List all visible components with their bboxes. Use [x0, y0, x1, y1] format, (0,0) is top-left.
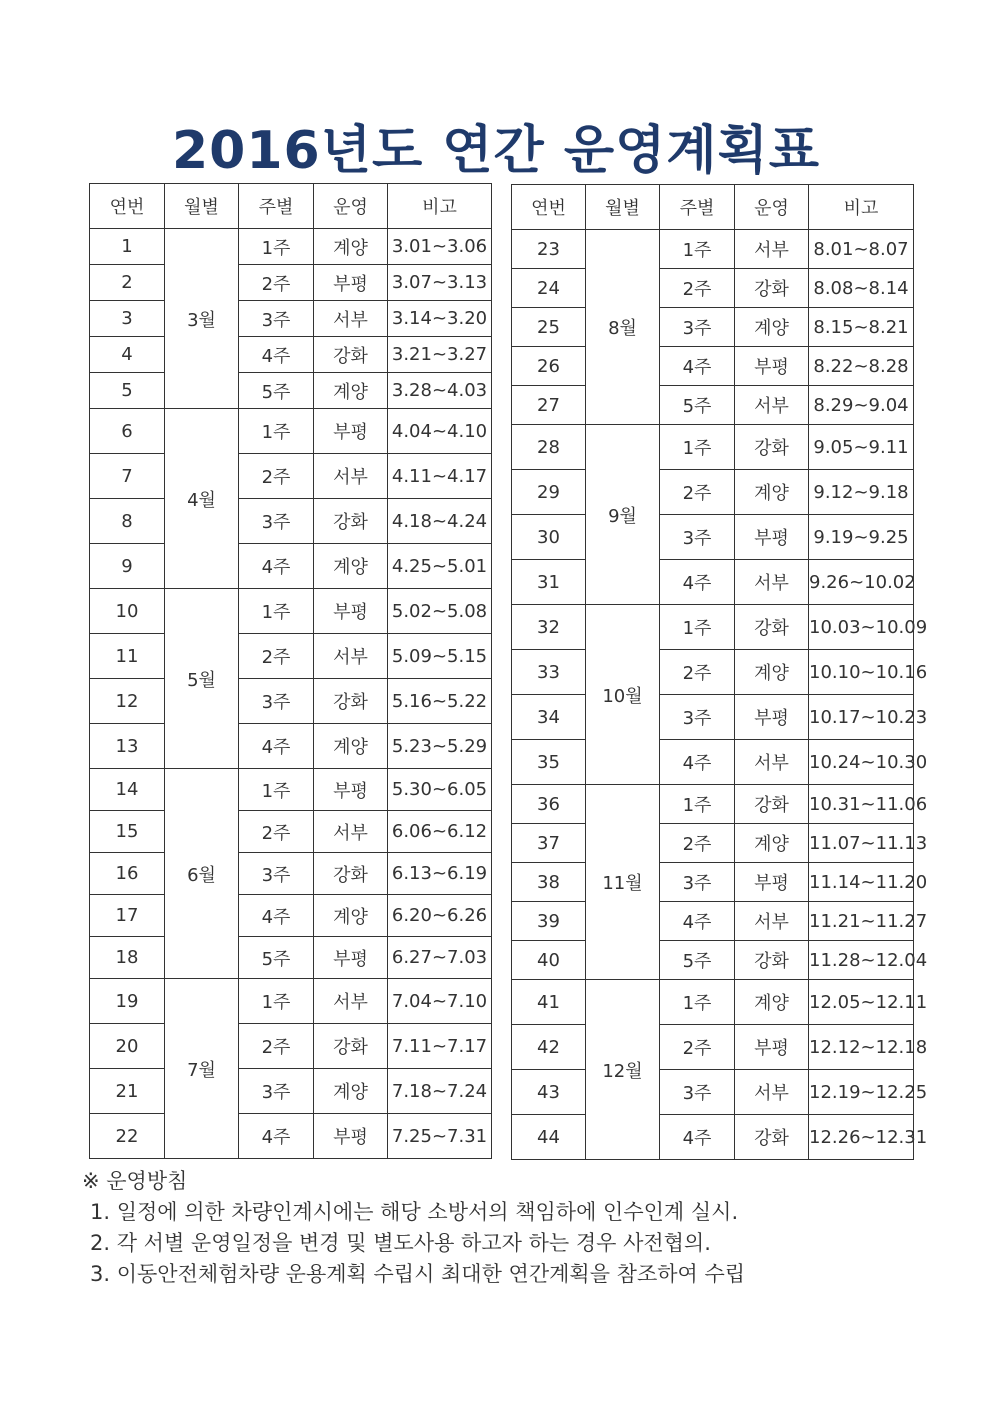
remark-cell: 10.03~10.09 — [809, 605, 914, 650]
remark-cell: 12.12~12.18 — [809, 1025, 914, 1070]
week-cell: 5주 — [660, 941, 735, 980]
row-number: 21 — [90, 1069, 165, 1114]
week-cell: 1주 — [660, 230, 735, 269]
operation-cell: 강화 — [735, 269, 809, 308]
row-number: 35 — [512, 740, 586, 785]
table-row — [512, 650, 914, 695]
row-number: 17 — [90, 895, 165, 937]
row-number: 44 — [512, 1115, 586, 1160]
row-number: 34 — [512, 695, 586, 740]
row-number: 31 — [512, 560, 586, 605]
remark-cell: 7.11~7.17 — [388, 1024, 492, 1069]
remark-cell: 5.09~5.15 — [388, 634, 492, 679]
table-row — [512, 824, 914, 863]
remark-cell: 3.07~3.13 — [388, 265, 492, 301]
table-row — [90, 634, 492, 679]
week-cell: 3주 — [239, 1069, 314, 1114]
header-no: 연번 — [90, 184, 165, 229]
row-number: 7 — [90, 454, 165, 499]
operation-cell: 강화 — [735, 1115, 809, 1160]
operation-cell: 서부 — [735, 902, 809, 941]
week-cell: 3주 — [239, 853, 314, 895]
remark-cell: 8.08~8.14 — [809, 269, 914, 308]
month-cell: 7월 — [165, 979, 239, 1159]
row-number: 43 — [512, 1070, 586, 1115]
row-number: 23 — [512, 230, 586, 269]
week-cell: 3주 — [660, 308, 735, 347]
row-number: 33 — [512, 650, 586, 695]
table-row — [512, 863, 914, 902]
table-row — [512, 785, 914, 824]
remark-cell: 12.26~12.31 — [809, 1115, 914, 1160]
table-row — [90, 337, 492, 373]
week-cell: 2주 — [239, 265, 314, 301]
remark-cell: 3.14~3.20 — [388, 301, 492, 337]
table-row — [512, 560, 914, 605]
row-number: 13 — [90, 724, 165, 769]
operation-cell: 부평 — [314, 265, 388, 301]
operation-cell: 부평 — [314, 409, 388, 454]
row-number: 28 — [512, 425, 586, 470]
table-row — [90, 679, 492, 724]
week-cell: 5주 — [660, 386, 735, 425]
operation-cell: 강화 — [314, 1024, 388, 1069]
operating-policy — [82, 1166, 745, 1290]
header-remark: 비고 — [388, 184, 492, 229]
week-cell: 4주 — [239, 895, 314, 937]
table-row — [90, 724, 492, 769]
operation-cell: 서부 — [314, 979, 388, 1024]
row-number: 37 — [512, 824, 586, 863]
operation-cell: 서부 — [735, 740, 809, 785]
row-number: 29 — [512, 470, 586, 515]
remark-cell: 10.24~10.30 — [809, 740, 914, 785]
week-cell: 1주 — [239, 979, 314, 1024]
table-row — [90, 454, 492, 499]
remark-cell: 12.05~12.11 — [809, 980, 914, 1025]
header-week: 주별 — [660, 185, 735, 230]
table-row — [512, 230, 914, 269]
operation-cell: 계양 — [735, 470, 809, 515]
header-row — [512, 185, 914, 230]
operation-cell: 서부 — [314, 301, 388, 337]
row-number: 22 — [90, 1114, 165, 1159]
month-cell: 8월 — [586, 230, 660, 425]
month-cell: 11월 — [586, 785, 660, 980]
operation-cell: 부평 — [735, 515, 809, 560]
schedule-table-right — [511, 184, 928, 1160]
operation-cell: 서부 — [314, 811, 388, 853]
operation-cell: 부평 — [735, 1025, 809, 1070]
week-cell: 4주 — [239, 1114, 314, 1159]
table-row — [90, 229, 492, 265]
header-no: 연번 — [512, 185, 586, 230]
remark-cell: 9.19~9.25 — [809, 515, 914, 560]
operation-cell: 서부 — [735, 386, 809, 425]
week-cell: 4주 — [660, 1115, 735, 1160]
table-row — [512, 425, 914, 470]
week-cell: 4주 — [239, 337, 314, 373]
remark-cell: 5.16~5.22 — [388, 679, 492, 724]
notes-item: 1. 일정에 의한 차량인계시에는 해당 소방서의 책임하에 인수인계 실시. — [90, 1200, 739, 1224]
operation-cell: 계양 — [735, 650, 809, 695]
remark-cell: 11.21~11.27 — [809, 902, 914, 941]
week-cell: 1주 — [239, 409, 314, 454]
operation-cell: 부평 — [314, 937, 388, 979]
row-number: 41 — [512, 980, 586, 1025]
row-number: 40 — [512, 941, 586, 980]
table-row — [90, 301, 492, 337]
week-cell: 4주 — [660, 560, 735, 605]
week-cell: 5주 — [239, 373, 314, 409]
row-number: 5 — [90, 373, 165, 409]
table-row — [90, 937, 492, 979]
month-cell: 6월 — [165, 769, 239, 979]
remark-cell: 6.06~6.12 — [388, 811, 492, 853]
row-number: 18 — [90, 937, 165, 979]
row-number: 16 — [90, 853, 165, 895]
remark-cell: 7.18~7.24 — [388, 1069, 492, 1114]
week-cell: 2주 — [239, 1024, 314, 1069]
row-number: 2 — [90, 265, 165, 301]
table-row — [512, 386, 914, 425]
remark-cell: 4.25~5.01 — [388, 544, 492, 589]
header-row — [90, 184, 492, 229]
table-row — [90, 811, 492, 853]
week-cell: 2주 — [239, 634, 314, 679]
row-number: 4 — [90, 337, 165, 373]
remark-cell: 5.23~5.29 — [388, 724, 492, 769]
table-row — [512, 515, 914, 560]
week-cell: 1주 — [239, 229, 314, 265]
week-cell: 2주 — [660, 1025, 735, 1070]
row-number: 15 — [90, 811, 165, 853]
week-cell: 2주 — [660, 470, 735, 515]
operation-cell: 계양 — [735, 824, 809, 863]
remark-cell: 9.12~9.18 — [809, 470, 914, 515]
row-number: 8 — [90, 499, 165, 544]
month-cell: 12월 — [586, 980, 660, 1160]
notes-item: 3. 이동안전체험차량 운용계획 수립시 최대한 연간계획을 참조하여 수립 — [90, 1262, 746, 1286]
table-row — [512, 605, 914, 650]
week-cell: 1주 — [660, 980, 735, 1025]
remark-cell: 5.02~5.08 — [388, 589, 492, 634]
row-number: 10 — [90, 589, 165, 634]
week-cell: 3주 — [239, 301, 314, 337]
row-number: 19 — [90, 979, 165, 1024]
notes-heading: ※ 운영방침 — [82, 1169, 188, 1193]
table-row — [90, 895, 492, 937]
week-cell: 4주 — [660, 740, 735, 785]
remark-cell: 4.11~4.17 — [388, 454, 492, 499]
row-number: 24 — [512, 269, 586, 308]
week-cell: 3주 — [660, 695, 735, 740]
remark-cell: 11.28~12.04 — [809, 941, 914, 980]
table-row — [90, 853, 492, 895]
month-cell: 10월 — [586, 605, 660, 785]
table-row — [90, 373, 492, 409]
table-row — [512, 347, 914, 386]
remark-cell: 3.01~3.06 — [388, 229, 492, 265]
row-number: 42 — [512, 1025, 586, 1070]
week-cell: 3주 — [239, 499, 314, 544]
header-week: 주별 — [239, 184, 314, 229]
remark-cell: 8.01~8.07 — [809, 230, 914, 269]
operation-cell: 계양 — [314, 373, 388, 409]
operation-cell: 부평 — [735, 863, 809, 902]
operation-cell: 강화 — [314, 853, 388, 895]
table-row — [512, 1070, 914, 1115]
operation-cell: 계양 — [314, 1069, 388, 1114]
operation-cell: 서부 — [314, 634, 388, 679]
row-number: 3 — [90, 301, 165, 337]
remark-cell: 8.29~9.04 — [809, 386, 914, 425]
week-cell: 1주 — [660, 785, 735, 824]
remark-cell: 4.04~4.10 — [388, 409, 492, 454]
schedule-table-left — [89, 183, 492, 1159]
remark-cell: 8.22~8.28 — [809, 347, 914, 386]
row-number: 9 — [90, 544, 165, 589]
operation-cell: 부평 — [735, 695, 809, 740]
remark-cell: 10.31~11.06 — [809, 785, 914, 824]
month-cell: 4월 — [165, 409, 239, 589]
operation-cell: 서부 — [314, 454, 388, 499]
table-row — [512, 470, 914, 515]
week-cell: 2주 — [239, 811, 314, 853]
operation-cell: 강화 — [314, 337, 388, 373]
remark-cell: 6.13~6.19 — [388, 853, 492, 895]
month-cell: 3월 — [165, 229, 239, 409]
table-row — [90, 769, 492, 811]
operation-cell: 부평 — [314, 1114, 388, 1159]
operation-cell: 부평 — [314, 589, 388, 634]
row-number: 38 — [512, 863, 586, 902]
operation-cell: 계양 — [735, 308, 809, 347]
remark-cell: 10.10~10.16 — [809, 650, 914, 695]
row-number: 26 — [512, 347, 586, 386]
operation-cell: 강화 — [314, 499, 388, 544]
operation-cell: 계양 — [314, 229, 388, 265]
remark-cell: 4.18~4.24 — [388, 499, 492, 544]
week-cell: 2주 — [660, 824, 735, 863]
row-number: 25 — [512, 308, 586, 347]
row-number: 14 — [90, 769, 165, 811]
remark-cell: 8.15~8.21 — [809, 308, 914, 347]
remark-cell: 9.26~10.02 — [809, 560, 914, 605]
operation-cell: 강화 — [735, 785, 809, 824]
table-row — [512, 980, 914, 1025]
table-row — [512, 941, 914, 980]
table-row — [512, 1025, 914, 1070]
week-cell: 1주 — [660, 605, 735, 650]
remark-cell: 3.28~4.03 — [388, 373, 492, 409]
remark-cell: 11.14~11.20 — [809, 863, 914, 902]
remark-cell: 11.07~11.13 — [809, 824, 914, 863]
row-number: 12 — [90, 679, 165, 724]
remark-cell: 6.20~6.26 — [388, 895, 492, 937]
week-cell: 1주 — [660, 425, 735, 470]
operation-cell: 부평 — [314, 769, 388, 811]
header-month: 월별 — [586, 185, 660, 230]
remark-cell: 9.05~9.11 — [809, 425, 914, 470]
row-number: 36 — [512, 785, 586, 824]
table-row — [512, 740, 914, 785]
table-row — [90, 265, 492, 301]
table-row — [512, 269, 914, 308]
week-cell: 4주 — [660, 902, 735, 941]
table-row — [90, 1069, 492, 1114]
week-cell: 4주 — [660, 347, 735, 386]
remark-cell: 6.27~7.03 — [388, 937, 492, 979]
remark-cell: 3.21~3.27 — [388, 337, 492, 373]
table-row — [90, 1114, 492, 1159]
row-number: 30 — [512, 515, 586, 560]
operation-cell: 계양 — [314, 895, 388, 937]
week-cell: 3주 — [660, 1070, 735, 1115]
page-title: 2016년도 연간 운영계획표 — [171, 121, 821, 181]
operation-cell: 강화 — [314, 679, 388, 724]
table-row — [90, 409, 492, 454]
row-number: 6 — [90, 409, 165, 454]
week-cell: 3주 — [239, 679, 314, 724]
table-row — [90, 589, 492, 634]
operation-cell: 서부 — [735, 560, 809, 605]
week-cell: 5주 — [239, 937, 314, 979]
header-operation: 운영 — [314, 184, 388, 229]
row-number: 11 — [90, 634, 165, 679]
row-number: 1 — [90, 229, 165, 265]
remark-cell: 5.30~6.05 — [388, 769, 492, 811]
notes-item: 2. 각 서별 운영일정을 변경 및 별도사용 하고자 하는 경우 사전협의. — [90, 1231, 711, 1255]
month-cell: 9월 — [586, 425, 660, 605]
operation-cell: 계양 — [735, 980, 809, 1025]
row-number: 32 — [512, 605, 586, 650]
table-row — [90, 979, 492, 1024]
table-row — [512, 902, 914, 941]
table-row — [90, 544, 492, 589]
row-number: 27 — [512, 386, 586, 425]
month-cell: 5월 — [165, 589, 239, 769]
remark-cell: 12.19~12.25 — [809, 1070, 914, 1115]
operation-cell: 계양 — [314, 544, 388, 589]
week-cell: 1주 — [239, 769, 314, 811]
week-cell: 1주 — [239, 589, 314, 634]
week-cell: 3주 — [660, 515, 735, 560]
operation-cell: 서부 — [735, 230, 809, 269]
operation-cell: 계양 — [314, 724, 388, 769]
week-cell: 2주 — [660, 269, 735, 308]
week-cell: 4주 — [239, 724, 314, 769]
row-number: 20 — [90, 1024, 165, 1069]
table-row — [512, 308, 914, 347]
row-number: 39 — [512, 902, 586, 941]
table-row — [512, 1115, 914, 1160]
header-remark: 비고 — [809, 185, 914, 230]
week-cell: 2주 — [660, 650, 735, 695]
table-row — [512, 695, 914, 740]
remark-cell: 7.04~7.10 — [388, 979, 492, 1024]
operation-cell: 강화 — [735, 605, 809, 650]
operation-cell: 강화 — [735, 941, 809, 980]
operation-cell: 부평 — [735, 347, 809, 386]
operation-cell: 서부 — [735, 1070, 809, 1115]
week-cell: 2주 — [239, 454, 314, 499]
header-month: 월별 — [165, 184, 239, 229]
remark-cell: 7.25~7.31 — [388, 1114, 492, 1159]
week-cell: 4주 — [239, 544, 314, 589]
header-operation: 운영 — [735, 185, 809, 230]
table-row — [90, 499, 492, 544]
week-cell: 3주 — [660, 863, 735, 902]
remark-cell: 10.17~10.23 — [809, 695, 914, 740]
operation-cell: 강화 — [735, 425, 809, 470]
table-row — [90, 1024, 492, 1069]
